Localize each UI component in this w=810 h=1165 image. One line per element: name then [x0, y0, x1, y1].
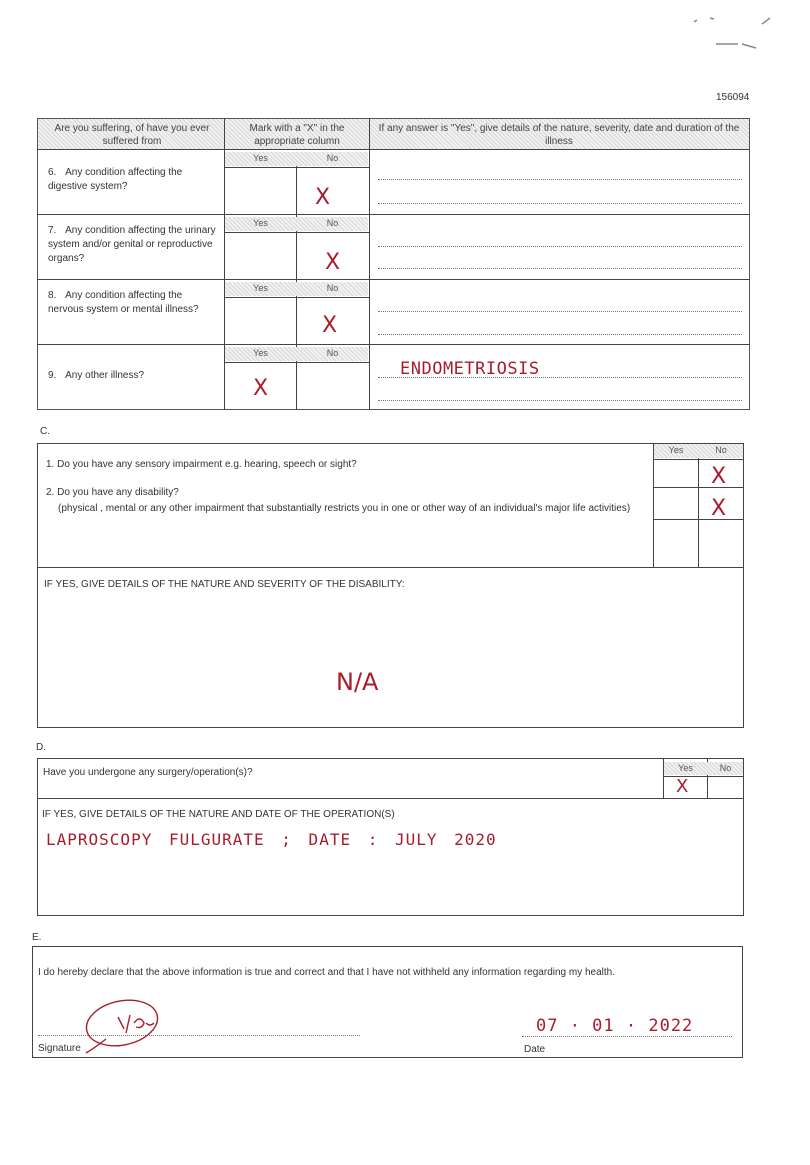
yes-label-6: Yes — [253, 153, 268, 163]
c-details-answer: N/A — [336, 668, 379, 696]
no-label-6: No — [326, 153, 339, 163]
mark-no-8: X — [322, 313, 338, 338]
question-9 — [48, 369, 216, 383]
no-label-8: No — [326, 283, 339, 293]
c-col-line-1 — [653, 443, 654, 567]
row-line-6 — [37, 214, 750, 215]
detail-line-8b — [378, 334, 742, 335]
date-value: 07 · 01 · 2022 — [536, 1016, 694, 1036]
question-text-6: Any condition affecting the digestive system? — [48, 167, 183, 192]
section-c-label: C. — [40, 426, 50, 437]
d-yes-label: Yes — [678, 763, 693, 773]
date-line — [522, 1036, 732, 1037]
scan-marks — [690, 14, 780, 64]
question-text-9: Any other illness? — [65, 370, 145, 381]
c-question-1: 1. Do you have any sensory impairment e.g. hearing, speech or sight? — [46, 459, 357, 470]
d-details-line — [37, 798, 744, 799]
d-question: Have you undergone any surgery/operation(s)? — [43, 767, 253, 778]
c-row-line-2 — [653, 519, 744, 520]
mark-no-6: X — [315, 185, 331, 210]
question-text-8: Any condition affecting the nervous system or mental illness? — [48, 290, 199, 315]
strip-line-7 — [224, 232, 369, 233]
mark-yes-9: X — [253, 376, 269, 401]
question-number-9: 9. — [48, 370, 57, 381]
detail-9-handwritten: ENDOMETRIOSIS — [400, 359, 540, 379]
c-details-prompt: IF YES, GIVE DETAILS OF THE NATURE AND SEVERITY OF THE DISABILITY: — [44, 579, 405, 590]
signature-mark — [80, 995, 170, 1057]
detail-line-6b — [378, 203, 742, 204]
c-strip-line — [653, 459, 744, 460]
mark-no-7: X — [325, 250, 341, 275]
question-number-6: 6. — [48, 167, 57, 178]
col-line-2 — [296, 152, 297, 410]
detail-line-6a — [378, 179, 742, 180]
yes-label-8: Yes — [253, 283, 268, 293]
question-6 — [48, 166, 216, 194]
date-label: Date — [524, 1044, 546, 1055]
header-details: If any answer is "Yes", give details of the nature, severity, date and duration of the illness — [378, 123, 740, 147]
header-mark: Mark with a "X" in the appropriate column — [249, 123, 345, 147]
header-question: Are you suffering, of have you ever suffered from — [54, 123, 210, 147]
question-7 — [48, 224, 218, 266]
no-label-7: No — [326, 218, 339, 228]
c-col-line-2 — [698, 443, 699, 567]
strip-line-6 — [224, 167, 369, 168]
strip-line-8 — [224, 297, 369, 298]
question-number-8: 8. — [48, 290, 57, 301]
d-details-answer: LAPROSCOPY FULGURATE ; DATE : JULY 2020 — [46, 830, 497, 849]
c-question-2: 2. Do you have any disability? — [46, 487, 179, 498]
question-text-7: Any condition affecting the urinary system and/or genital or reproductive organs? — [48, 225, 216, 264]
strip-line-9 — [224, 362, 369, 363]
signature-label: Signature — [38, 1043, 81, 1054]
row-line-7 — [37, 279, 750, 280]
detail-line-8a — [378, 311, 742, 312]
c-details-line — [37, 567, 744, 568]
declaration-text: I do hereby declare that the above information is true and correct and that I have not withheld any information regarding my health. — [38, 967, 616, 978]
section-d-label: D. — [36, 742, 46, 753]
c-yes-label: Yes — [668, 445, 684, 455]
c-question-2-detail: (physical , mental or any other impairment that substantially restricts you in one or other way of an individual's major life activities) — [58, 503, 631, 514]
c-mark-no-2: X — [711, 496, 727, 521]
section-e-label: E. — [32, 932, 42, 943]
c-row-line-1 — [653, 487, 744, 488]
row-line-8 — [37, 344, 750, 345]
d-details-prompt: IF YES, GIVE DETAILS OF THE NATURE AND DATE OF THE OPERATION(S) — [42, 809, 395, 820]
detail-line-9a — [378, 377, 742, 378]
d-no-label: No — [719, 763, 732, 773]
yes-label-9: Yes — [253, 348, 268, 358]
no-label-9: No — [326, 348, 339, 358]
detail-line-9b — [378, 400, 742, 401]
header-bottom-line — [37, 149, 750, 150]
c-no-label: No — [715, 445, 727, 455]
question-8 — [48, 289, 216, 317]
d-mark-yes: X — [676, 776, 689, 797]
document-number: 156094 — [716, 92, 750, 103]
col-line-3 — [369, 118, 370, 410]
yes-label-7: Yes — [253, 218, 268, 228]
c-mark-no-1: X — [711, 464, 727, 489]
detail-line-7b — [378, 268, 742, 269]
detail-line-7a — [378, 246, 742, 247]
question-number-7: 7. — [48, 225, 57, 236]
